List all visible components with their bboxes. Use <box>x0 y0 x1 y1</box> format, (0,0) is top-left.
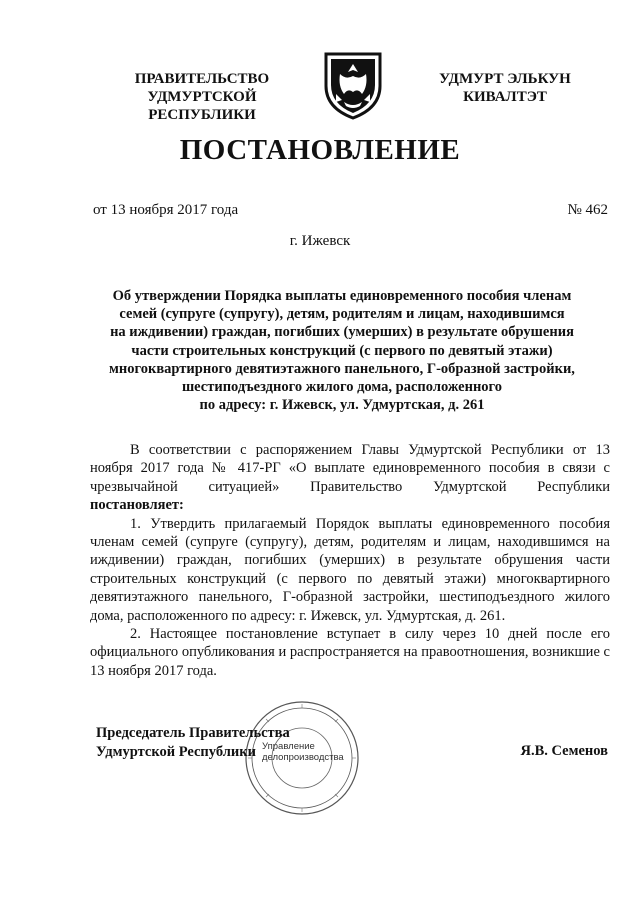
document-date: от 13 ноября 2017 года <box>93 202 239 218</box>
item-2-paragraph: 2. Настоящее постановление вступает в силу через 10 дней после его официального опубликования и распространяется на правоотношения, возникшие с 13 ноября 2017 года. <box>90 626 610 679</box>
government-name-russian <box>92 70 312 124</box>
document-city: г. Ижевск <box>289 233 351 249</box>
gov-ru-line2: УДМУРТСКОЙ РЕСПУБЛИКИ <box>147 89 257 123</box>
government-name-udmurt <box>430 70 580 106</box>
stamp-line1: Управление <box>262 741 315 752</box>
subject-line: семей (супруге (супругу), детям, родителям и лицам, находившимся <box>119 306 565 323</box>
document-number: № 462 <box>567 202 608 218</box>
gov-ru-line1: ПРАВИТЕЛЬСТВО <box>134 71 270 87</box>
document-title: ПОСТАНОВЛЕНИЕ <box>179 134 461 166</box>
signatory-name: Я.В. Семенов <box>520 743 608 759</box>
position-line1: Председатель Правительства <box>96 725 290 741</box>
item-1-paragraph: 1. Утвердить прилагаемый Порядок выплаты единовременного пособия членам семей (супруге (супругу), детям, родителям и лицам, находившимся на иждивении) граждан, погибших (умерших) в результате обрушения части строительных конструкций (с первого по девятый этажи) многоквартирного девятиэтажного панельного, Г-образной застройки, шестиподъездного жилого дома, расположенного по адресу: г. Ижевск, ул. Удмуртская, д. 261. <box>90 515 610 624</box>
decree-word: постановляет: <box>90 497 184 514</box>
document-subject <box>96 287 588 414</box>
subject-line: шестиподъездного жилого дома, расположенного <box>181 379 503 396</box>
stamp-line2: делопроизводства <box>262 752 344 763</box>
subject-line: на иждивении) граждан, погибших (умерших) в результате обрушения <box>110 324 574 341</box>
gov-udm-line1: УДМУРТ ЭЛЬКУН <box>439 71 571 87</box>
subject-line: части строительных конструкций (с первого по девятый этажи) <box>131 342 553 359</box>
subject-line: многоквартирного девятиэтажного панельного, Г-образной застройки, <box>109 360 575 377</box>
gov-udm-line2: КИВАЛТЭТ <box>463 89 547 105</box>
position-line2: Удмуртской Республики <box>96 744 256 760</box>
udmurt-coat-of-arms-icon <box>322 50 384 120</box>
subject-line: Об утверждении Порядка выплаты единовременного пособия членам <box>112 288 572 304</box>
intro-paragraph: В соответствии с распоряжением Главы Удмуртской Республики от 13 ноября 2017 года № 417-РГ «О выплате единовременного пособия в связи с чрезвычайной ситуацией» Правительство Удмуртской Республики <box>90 442 610 495</box>
signatory-position <box>96 724 290 762</box>
document-body <box>90 441 610 680</box>
subject-line: по адресу: г. Ижевск, ул. Удмуртская, д. 261 <box>199 397 485 414</box>
